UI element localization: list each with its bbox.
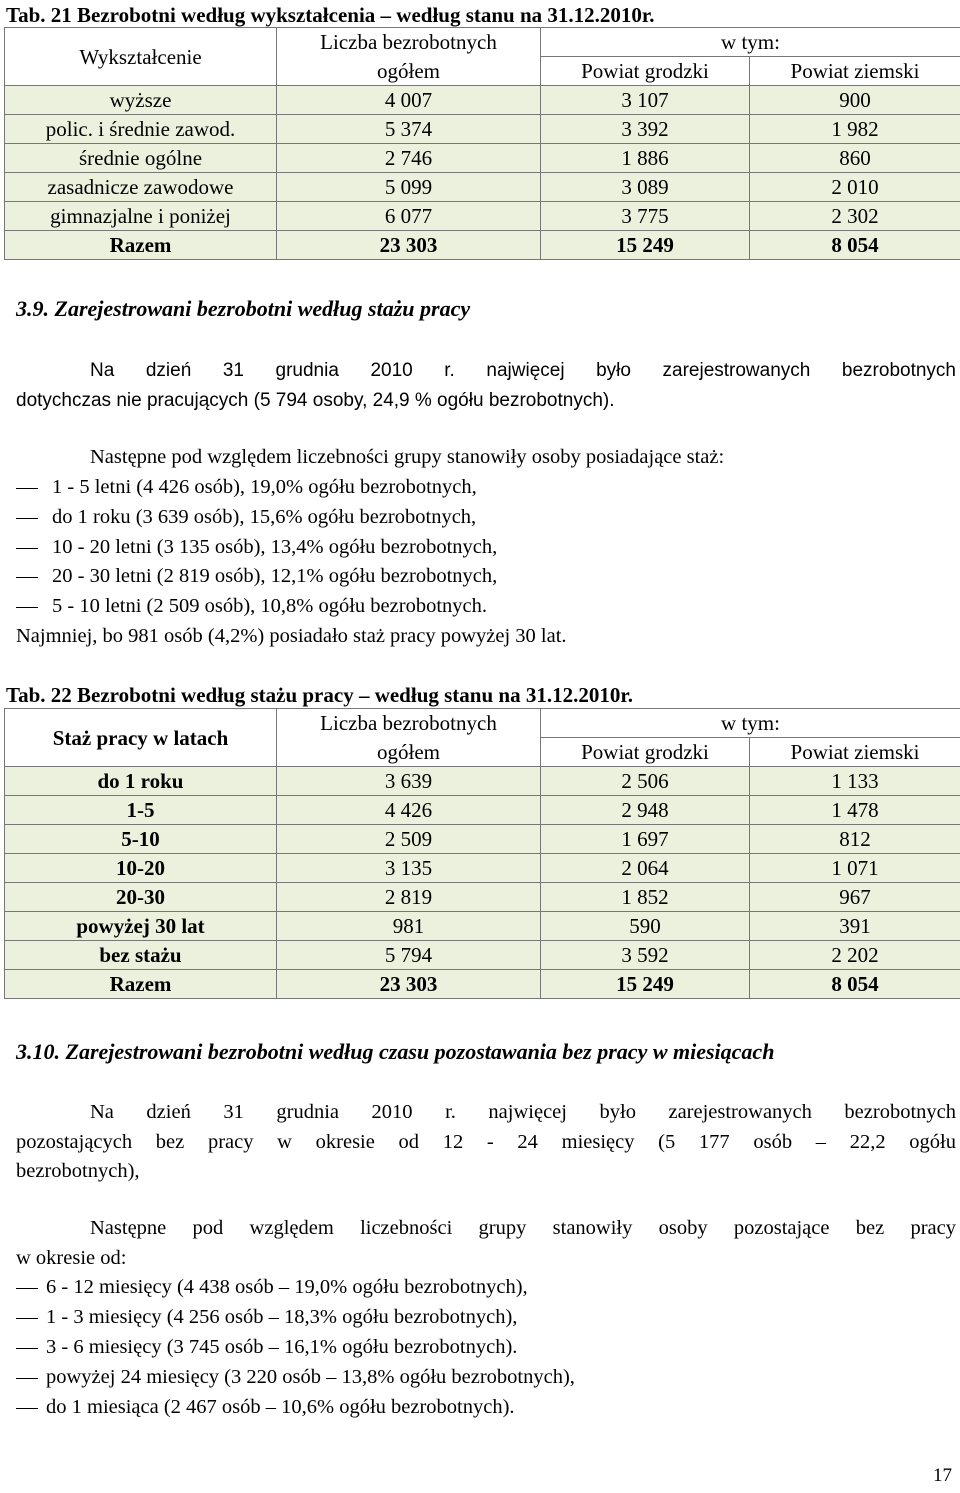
table-cell: Razem bbox=[5, 970, 277, 999]
table-cell: 1 852 bbox=[541, 883, 750, 912]
table-cell: 5-10 bbox=[5, 825, 277, 854]
dash-bullet-icon bbox=[16, 1273, 44, 1303]
table-cell: gimnazjalne i poniżej bbox=[5, 202, 277, 231]
table-cell: 812 bbox=[750, 825, 960, 854]
table-row bbox=[5, 173, 960, 202]
list-item: do 1 miesiąca (2 467 osób – 10,6% ogółu bezrobotnych). bbox=[16, 1393, 515, 1423]
table-cell: 1 071 bbox=[750, 854, 960, 883]
table-cell: 23 303 bbox=[277, 970, 541, 999]
table-cell: 3 592 bbox=[541, 941, 750, 970]
list-item: 3 - 6 miesięcy (3 745 osób – 16,1% ogółu bezrobotnych). bbox=[16, 1333, 517, 1363]
table21-header-city: Powiat grodzki bbox=[541, 57, 750, 86]
table-cell: średnie ogólne bbox=[5, 144, 277, 173]
table22-header-group: w tym: bbox=[541, 709, 960, 738]
dash-bullet-icon bbox=[16, 533, 44, 563]
table-row bbox=[5, 86, 960, 115]
table-cell: polic. i średnie zawod. bbox=[5, 115, 277, 144]
dash-bullet-icon bbox=[16, 1363, 44, 1393]
table21-header-total-top: Liczba bezrobotnych bbox=[277, 28, 541, 57]
table-cell: 2 948 bbox=[541, 796, 750, 825]
dash-bullet-icon bbox=[16, 1333, 44, 1363]
table-cell: 5 794 bbox=[277, 941, 541, 970]
table-cell: 1 478 bbox=[750, 796, 960, 825]
dash-bullet-icon bbox=[16, 562, 44, 592]
dash-bullet-icon bbox=[16, 1393, 44, 1423]
table-cell: Razem bbox=[5, 231, 277, 260]
table-cell: 967 bbox=[750, 883, 960, 912]
table22-header-rural: Powiat ziemski bbox=[750, 738, 960, 767]
dash-bullet-icon bbox=[16, 592, 44, 622]
table-row-total bbox=[5, 231, 960, 260]
dash-bullet-icon bbox=[16, 473, 44, 503]
table-cell: 4 426 bbox=[277, 796, 541, 825]
table21-header-rural: Powiat ziemski bbox=[750, 57, 960, 86]
table-cell: 20-30 bbox=[5, 883, 277, 912]
table-cell: 2 010 bbox=[750, 173, 960, 202]
paragraph-line: Na dzień 31 grudnia 2010 r. najwięcej było zarejestrowanych bezrobotnych bbox=[90, 360, 956, 381]
table-cell: 3 089 bbox=[541, 173, 750, 202]
dash-bullet-icon bbox=[16, 1303, 44, 1333]
table-cell: 8 054 bbox=[750, 970, 960, 999]
table-cell: 4 007 bbox=[277, 86, 541, 115]
paragraph-line: bezrobotnych), bbox=[16, 1160, 140, 1182]
table-cell: 981 bbox=[277, 912, 541, 941]
table22-header-seniority: Staż pracy w latach bbox=[5, 709, 277, 767]
list-item: 5 - 10 letni (2 509 osób), 10,8% ogółu bezrobotnych. bbox=[16, 592, 487, 622]
table-cell: 3 135 bbox=[277, 854, 541, 883]
section-3-9-title: 3.9. Zarejestrowani bezrobotni według stażu pracy bbox=[16, 296, 471, 321]
table-cell: 900 bbox=[750, 86, 960, 115]
table-cell: 2 506 bbox=[541, 767, 750, 796]
table22-header-city: Powiat grodzki bbox=[541, 738, 750, 767]
list-item: powyżej 24 miesięcy (3 220 osób – 13,8% ogółu bezrobotnych), bbox=[16, 1363, 575, 1393]
table-cell: 2 302 bbox=[750, 202, 960, 231]
section-3-9-paragraph-1 bbox=[16, 356, 956, 415]
list-item: 10 - 20 letni (3 135 osób), 13,4% ogółu bezrobotnych, bbox=[16, 533, 497, 563]
section-3-10-paragraph-2 bbox=[16, 1214, 956, 1273]
table-cell: 23 303 bbox=[277, 231, 541, 260]
table-cell: 10-20 bbox=[5, 854, 277, 883]
paragraph-line: Na dzień 31 grudnia 2010 r. najwięcej było zarejestrowanych bezrobotnych bbox=[90, 1101, 956, 1123]
paragraph-line: w okresie od: bbox=[16, 1246, 127, 1269]
table-cell: zasadnicze zawodowe bbox=[5, 173, 277, 202]
list-item: 1 - 5 letni (4 426 osób), 19,0% ogółu bezrobotnych, bbox=[16, 473, 477, 503]
table-cell: 860 bbox=[750, 144, 960, 173]
table-cell: 5 374 bbox=[277, 115, 541, 144]
table-cell: 2 819 bbox=[277, 883, 541, 912]
table-row bbox=[5, 825, 960, 854]
table-cell: 3 639 bbox=[277, 767, 541, 796]
table-row bbox=[5, 854, 960, 883]
table-cell: 1 697 bbox=[541, 825, 750, 854]
table-row bbox=[5, 202, 960, 231]
list-item: 6 - 12 miesięcy (4 438 osób – 19,0% ogółu bezrobotnych), bbox=[16, 1273, 528, 1303]
table-row bbox=[5, 115, 960, 144]
table-cell: 6 077 bbox=[277, 202, 541, 231]
table22-header-total-bottom: ogółem bbox=[277, 738, 541, 767]
section-3-10-title: 3.10. Zarejestrowani bezrobotni według czasu pozostawania bez pracy w miesiącach bbox=[16, 1039, 775, 1064]
table21-header-total-bottom: ogółem bbox=[277, 57, 541, 86]
table22 bbox=[4, 708, 960, 999]
list-item: 1 - 3 miesięcy (4 256 osób – 18,3% ogółu bezrobotnych), bbox=[16, 1303, 517, 1333]
table-cell: 1 133 bbox=[750, 767, 960, 796]
table-cell: 2 064 bbox=[541, 854, 750, 883]
paragraph-line: Następne pod względem liczebności grupy stanowiły osoby pozostające bez pracy bbox=[90, 1217, 956, 1239]
table-cell: 5 099 bbox=[277, 173, 541, 202]
section-3-9-closing: Najmniej, bo 981 osób (4,2%) posiadało staż pracy powyżej 30 lat. bbox=[16, 625, 567, 647]
table-row bbox=[5, 767, 960, 796]
table21 bbox=[4, 27, 960, 260]
table-cell: 2 509 bbox=[277, 825, 541, 854]
list-item: 20 - 30 letni (2 819 osób), 12,1% ogółu bezrobotnych, bbox=[16, 562, 497, 592]
dash-bullet-icon bbox=[16, 503, 44, 533]
table-cell: do 1 roku bbox=[5, 767, 277, 796]
table-cell: 2 202 bbox=[750, 941, 960, 970]
table-cell: 391 bbox=[750, 912, 960, 941]
paragraph-line: pozostających bez pracy w okresie od 12 - 24 miesięcy (5 177 osób – 22,2 ogółu bbox=[16, 1130, 956, 1153]
table-cell: 3 775 bbox=[541, 202, 750, 231]
table22-caption: Tab. 22 Bezrobotni według stażu pracy – według stanu na 31.12.2010r. bbox=[6, 683, 633, 707]
table-cell: 1 982 bbox=[750, 115, 960, 144]
table-row bbox=[5, 912, 960, 941]
table-cell: 2 746 bbox=[277, 144, 541, 173]
table-cell: 15 249 bbox=[541, 231, 750, 260]
table-cell: 1-5 bbox=[5, 796, 277, 825]
section-3-9-paragraph-2 bbox=[16, 443, 956, 473]
table-cell: powyżej 30 lat bbox=[5, 912, 277, 941]
table22-header-total-top: Liczba bezrobotnych bbox=[277, 709, 541, 738]
section-3-10-paragraph-1 bbox=[16, 1098, 956, 1187]
table-row-total bbox=[5, 970, 960, 999]
paragraph-line: Następne pod względem liczebności grupy stanowiły osoby posiadające staż: bbox=[90, 446, 725, 468]
table-cell: bez stażu bbox=[5, 941, 277, 970]
table-cell: 1 886 bbox=[541, 144, 750, 173]
table-cell: wyższe bbox=[5, 86, 277, 115]
table-cell: 15 249 bbox=[541, 970, 750, 999]
page-number: 17 bbox=[933, 1465, 952, 1486]
paragraph-line: dotychczas nie pracujących (5 794 osoby, 24,9 % ogółu bezrobotnych). bbox=[16, 389, 615, 411]
table-cell: 590 bbox=[541, 912, 750, 941]
table-row bbox=[5, 144, 960, 173]
table-row bbox=[5, 796, 960, 825]
table21-header-group: w tym: bbox=[541, 28, 960, 57]
table-row bbox=[5, 883, 960, 912]
table-cell: 3 392 bbox=[541, 115, 750, 144]
list-item: do 1 roku (3 639 osób), 15,6% ogółu bezrobotnych, bbox=[16, 503, 476, 533]
table-cell: 3 107 bbox=[541, 86, 750, 115]
table-cell: 8 054 bbox=[750, 231, 960, 260]
table21-caption: Tab. 21 Bezrobotni według wykształcenia – według stanu na 31.12.2010r. bbox=[6, 3, 655, 27]
table-row bbox=[5, 941, 960, 970]
table21-header-education: Wykształcenie bbox=[5, 28, 277, 86]
